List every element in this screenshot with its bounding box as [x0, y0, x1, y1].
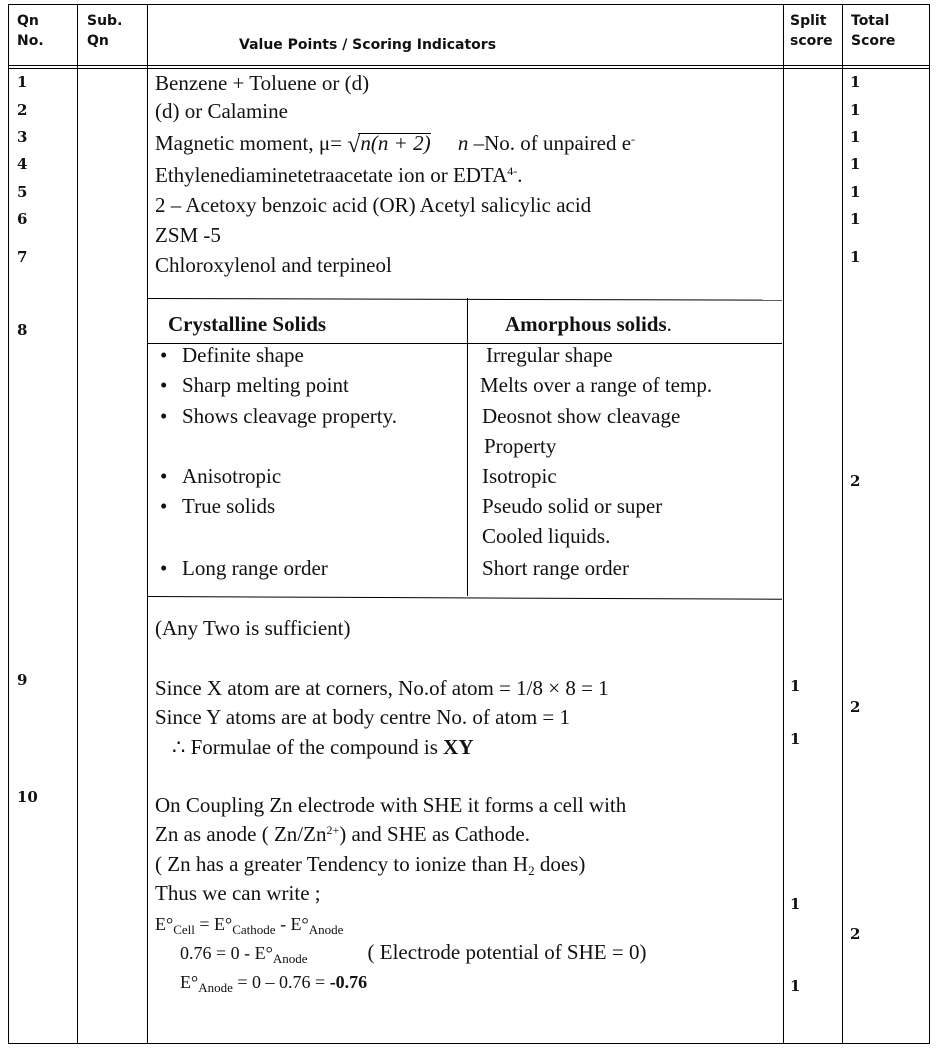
col-divider-3 — [783, 5, 784, 1043]
answer-1: Benzene + Toluene or (d) — [155, 71, 370, 95]
marking-scheme-table — [8, 4, 930, 1044]
answer-2: (d) or Calamine — [155, 99, 288, 123]
split-score-9b: 1 — [790, 730, 801, 748]
q-number-1: 1 — [17, 73, 28, 91]
crystalline-item: • True solids — [160, 494, 276, 518]
amorphous-item: Property — [484, 434, 557, 458]
q10-equation-3: $E^\circ_{Anode} = 0 - 0.76 = -0.76$ — [180, 972, 368, 995]
q9-line-1: Since X atom are at corners, No.of atom = 1/8 × 8 = 1 — [155, 676, 609, 700]
table-column-divider — [467, 298, 468, 596]
answer-5: 2 – Acetoxy benzoic acid (OR) Acetyl salicylic acid — [155, 193, 592, 217]
amorphous-item: Short range order — [482, 556, 629, 580]
total-score-8: 2 — [850, 472, 861, 490]
crystalline-item: • Long range order — [160, 556, 328, 580]
crystalline-item: • Anisotropic — [160, 464, 282, 488]
col-divider-4 — [842, 5, 843, 1043]
q10-line-3: ( Zn has a greater Tendency to ionize than $H_2$ does) — [155, 852, 586, 878]
split-score-10b: 1 — [790, 977, 801, 995]
amorphous-item: Cooled liquids. — [482, 524, 611, 548]
amorphous-item: Melts over a range of temp. — [480, 373, 713, 397]
crystalline-header: Crystalline Solids — [168, 312, 327, 336]
amorphous-item: Pseudo solid or super — [482, 494, 663, 518]
total-score-7: 1 — [850, 248, 861, 266]
q10-line-2: Zn as anode ( $Zn/Zn^{2+}$) and SHE as Cathode. — [155, 822, 530, 846]
crystalline-item: • Definite shape — [160, 343, 304, 367]
q10-equation-2: $0.76 = 0 - E^\circ_{Anode}$ ( Electrode potential of SHE = 0) — [180, 940, 647, 966]
q-number-9: 9 — [17, 671, 28, 689]
header-qn: Qn No. — [17, 13, 44, 49]
q-number-5: 5 — [17, 183, 28, 201]
q9-line-3: ∴ Formulae of the compound is XY — [172, 735, 474, 759]
q-number-3: 3 — [17, 128, 28, 146]
header-value-points: Value Points / Scoring Indicators — [239, 37, 497, 53]
header-total-score: Total Score — [851, 13, 896, 49]
crystalline-item: • Sharp melting point — [160, 373, 349, 397]
q-number-7: 7 — [17, 248, 28, 266]
header-divider-2 — [9, 68, 929, 69]
total-score-9: 2 — [850, 698, 861, 716]
q-number-2: 2 — [17, 101, 28, 119]
total-score-1: 1 — [850, 73, 861, 91]
total-score-3: 1 — [850, 128, 861, 146]
answer-4: Ethylenediaminetetraacetate ion or $EDTA^{4-}$. — [155, 163, 523, 187]
header-divider — [9, 65, 929, 66]
total-score-5: 1 — [850, 183, 861, 201]
amorphous-item: Irregular shape — [486, 343, 613, 367]
amorphous-item: Deosnot show cleavage — [482, 404, 681, 428]
header-split-score: Split score — [790, 13, 833, 49]
q9-line-2: Since Y atoms are at body centre No. of atom = 1 — [155, 705, 570, 729]
total-score-6: 1 — [850, 210, 861, 228]
amorphous-item: Isotropic — [482, 464, 557, 488]
header-sub-qn: Sub. Qn — [87, 13, 123, 49]
q10-line-1: On Coupling Zn electrode with SHE it forms a cell with — [155, 793, 627, 817]
col-divider-2 — [147, 5, 148, 1043]
crystalline-item: • Shows cleavage property. — [160, 404, 397, 428]
total-score-10: 2 — [850, 925, 861, 943]
total-score-2: 1 — [850, 101, 861, 119]
split-score-9a: 1 — [790, 677, 801, 695]
q8-note: (Any Two is sufficient) — [155, 616, 351, 640]
q-number-4: 4 — [17, 155, 28, 173]
q10-line-4: Thus we can write ; — [155, 881, 321, 905]
q10-equation-1: $E^\circ_{Cell} = E^\circ_{Cathode} - E^\circ_{Anode}$ — [155, 914, 344, 937]
answer-7: Chloroxylenol and terpineol — [155, 253, 392, 277]
square-root-formula: √ n(n + 2) — [347, 131, 431, 158]
amorphous-header: Amorphous solids. — [505, 312, 672, 336]
answer-3: Magnetic moment, μ= √ n(n + 2) n –No. of unpaired e- — [155, 131, 636, 158]
answer-6: ZSM -5 — [155, 223, 221, 247]
q-number-10: 10 — [17, 788, 38, 806]
q-number-8: 8 — [17, 321, 28, 339]
q-number-6: 6 — [17, 210, 28, 228]
col-divider-1 — [77, 5, 78, 1043]
split-score-10a: 1 — [790, 895, 801, 913]
total-score-4: 1 — [850, 155, 861, 173]
